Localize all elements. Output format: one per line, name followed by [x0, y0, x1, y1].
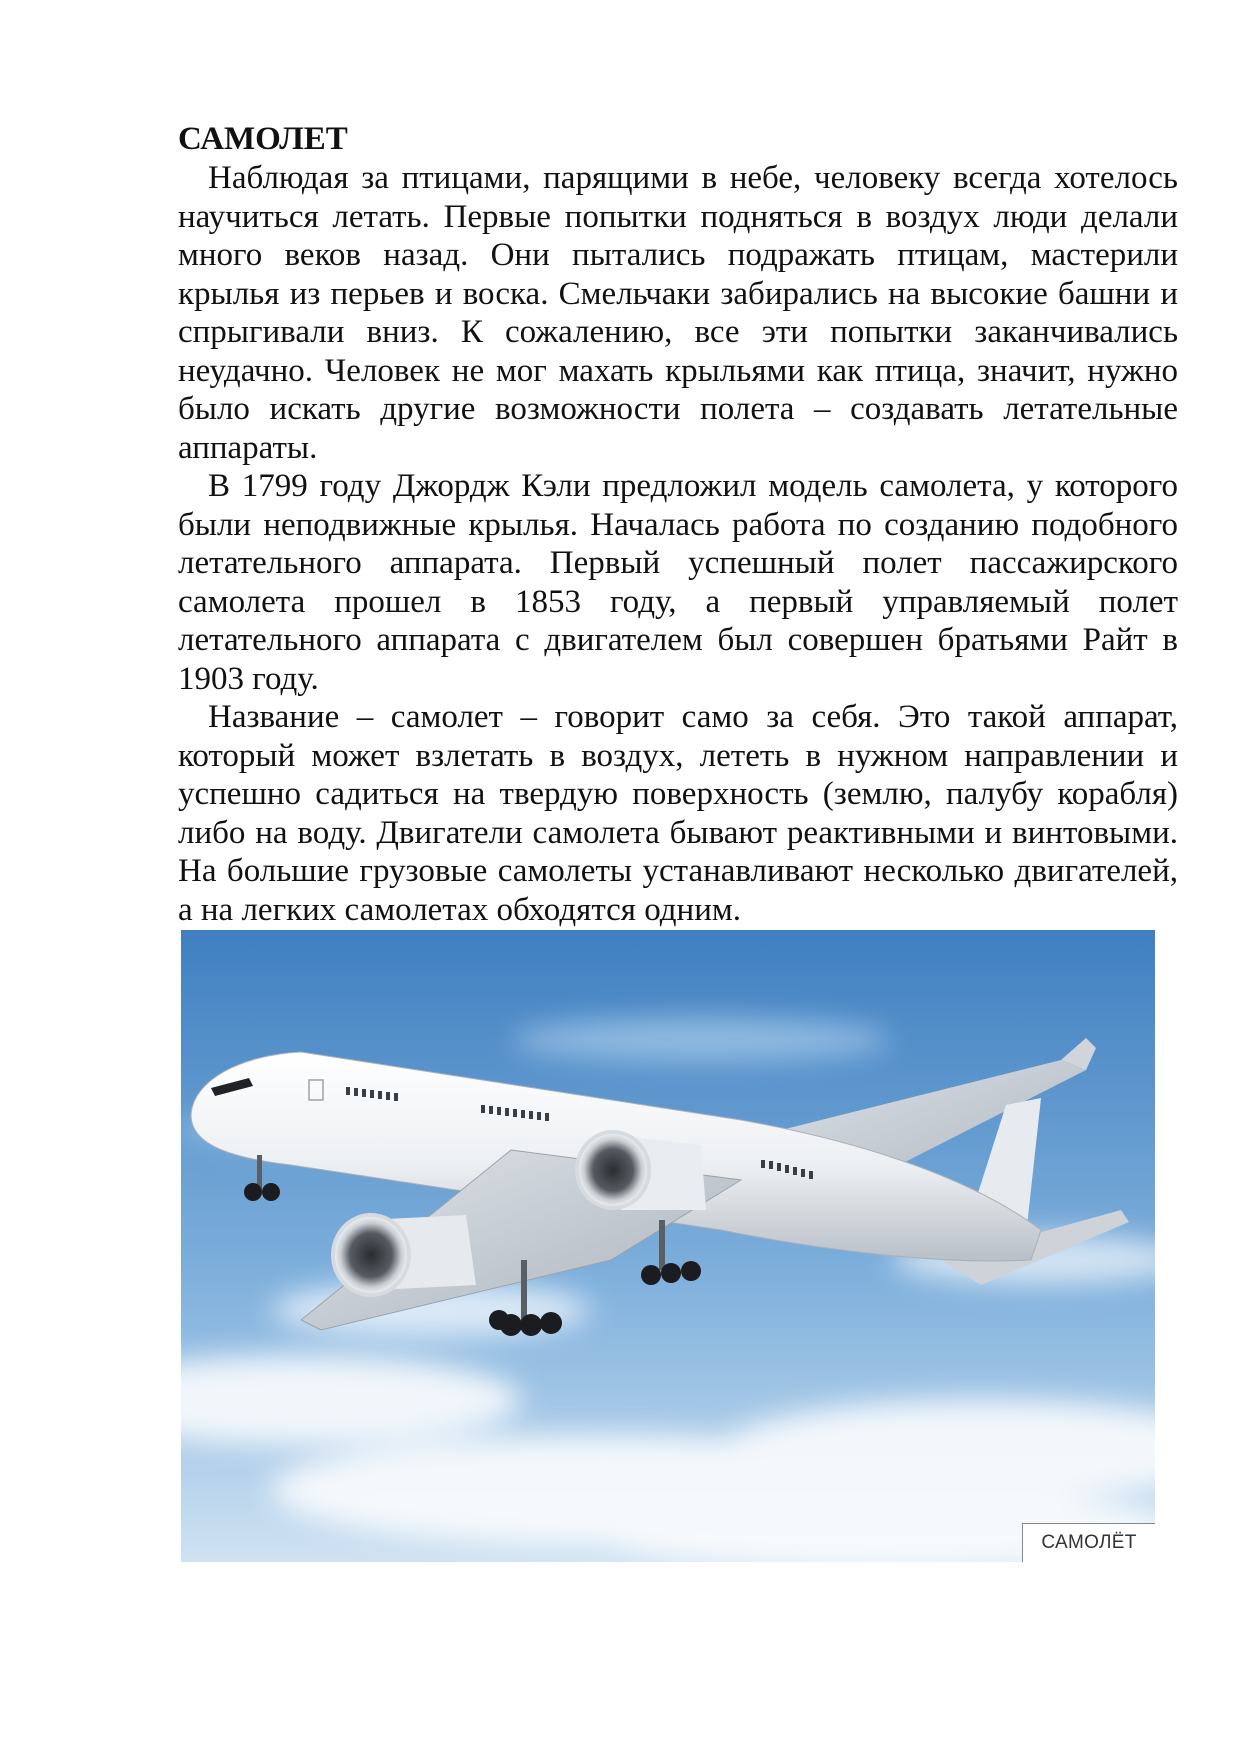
page-title: САМОЛЕТ: [178, 121, 348, 157]
left-engine: [333, 1215, 476, 1295]
right-engine: [577, 1132, 706, 1210]
figure-caption: САМОЛЁТ: [1022, 1523, 1155, 1562]
paragraph-2: В 1799 году Джордж Кэли предложил модель самолета, у которого были неподвижные крылья. Началась работа по созданию подобного летательного аппарата. Первый успешный полет пассажирского самолета прошел в 1853 году, а первый управляемый полет летательного аппарата с двигателем был совершен братьями Райт в 1903 году.: [178, 468, 1178, 697]
paragraph-3: Название – самолет – говорит само за себя. Это такой аппарат, который может взлетать в воздух, лететь в нужном направлении и успешно садиться на твердую поверхность (землю, палубу корабля) либо на воду. Двигатели самолета бывают реактивными и винтовыми. На большие грузовые самолеты устанавливают несколько двигателей, а на легких самолетах обходятся одним.: [178, 699, 1178, 928]
airplane-figure: [181, 930, 1155, 1562]
airplane-photo: [181, 930, 1155, 1562]
text-block: [178, 120, 1178, 929]
paragraph-1: Наблюдая за птицами, парящими в небе, человеку всегда хотелось научиться летать. Первые попытки подняться в воздух люди делали много веков назад. Они пытались подражать птицам, мастерили крылья из перьев и воска. Смельчаки забирались на высокие башни и спрыгивали вниз. К сожалению, все эти попытки заканчивались неудачно. Человек не мог махать крыльями как птица, значит, нужно было искать другие возможности полета – создавать летательные аппараты.: [178, 160, 1178, 466]
